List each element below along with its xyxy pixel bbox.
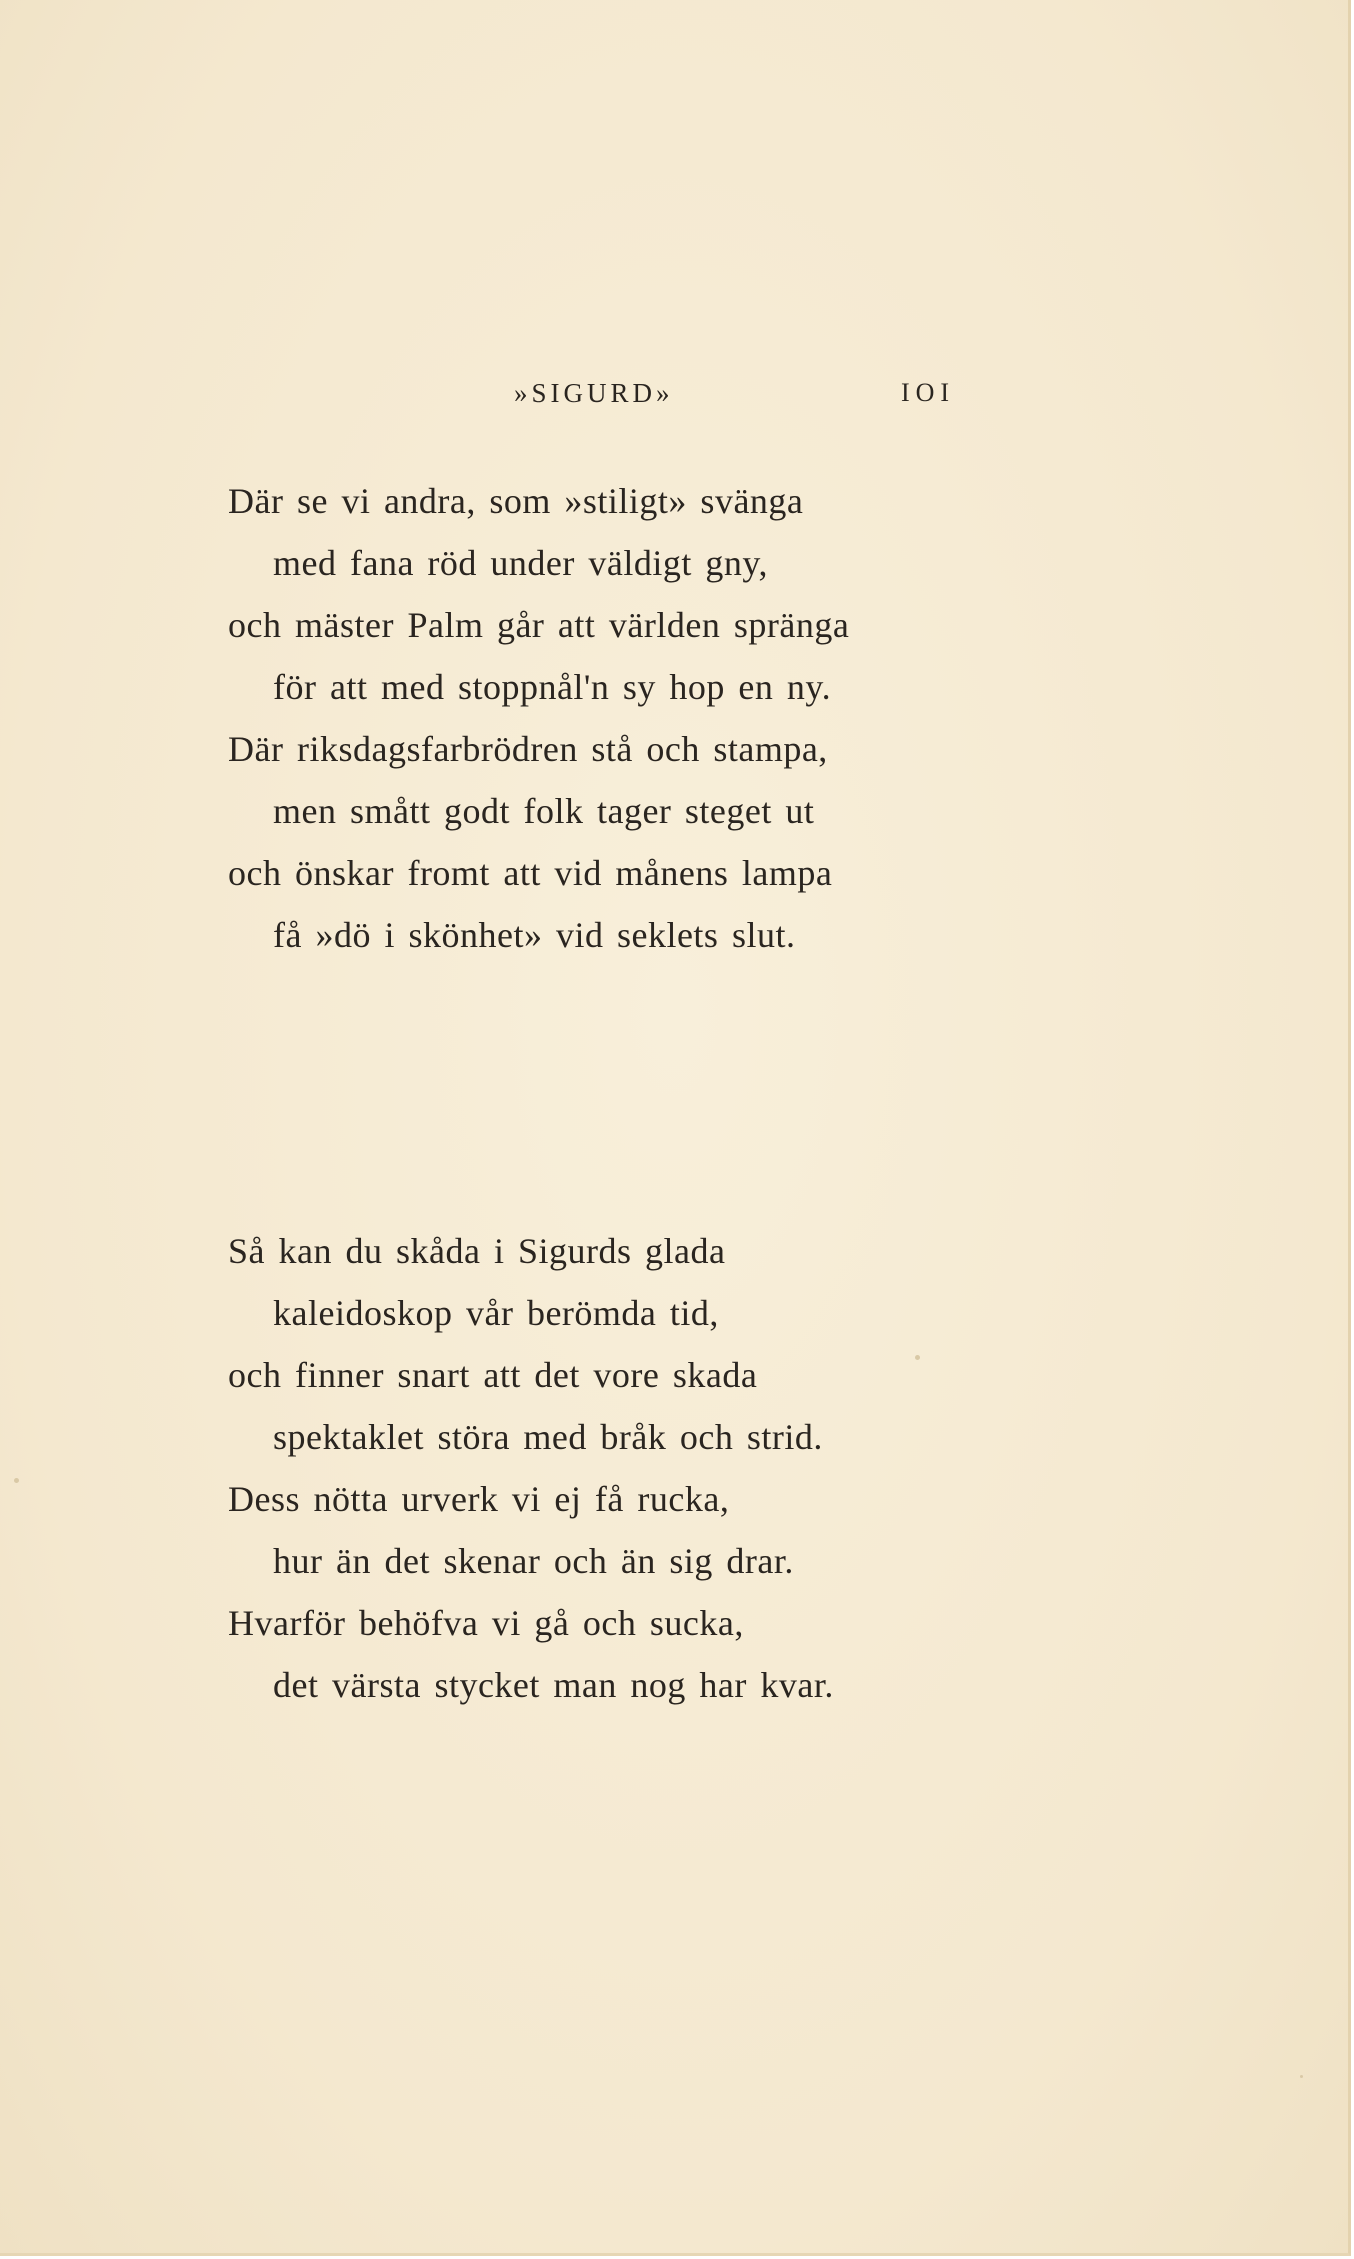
paper-speck (915, 1355, 920, 1360)
verse-line: men smått godt folk tager steget ut (273, 791, 815, 831)
running-title: »SIGURD» (514, 378, 674, 408)
verse-line: få »dö i skönhet» vid seklets slut. (273, 915, 796, 955)
verse-line: spektaklet störa med bråk och strid. (273, 1417, 823, 1457)
verse-line: det värsta stycket man nog har kvar. (273, 1665, 834, 1705)
verse-line: och mäster Palm går att världen spränga (228, 605, 850, 645)
verse-line: Så kan du skåda i Sigurds glada (228, 1231, 726, 1271)
verse-line: Dess nötta urverk vi ej få rucka, (228, 1479, 730, 1519)
verse-line: Där riksdagsfarbrödren stå och stampa, (228, 729, 828, 769)
verse-line: och finner snart att det vore skada (228, 1355, 758, 1395)
page-number: IOI (901, 378, 956, 407)
verse-line: med fana röd under väldigt gny, (273, 543, 769, 583)
page-header (228, 378, 978, 418)
verse-line: för att med stoppnål'n sy hop en ny. (273, 667, 832, 707)
stanza-2 (228, 1220, 988, 1716)
stanza-1 (228, 470, 988, 966)
paper-speck (1300, 2075, 1303, 2078)
verse-line: och önskar fromt att vid månens lampa (228, 853, 833, 893)
paper-speck (14, 1478, 19, 1483)
verse-line: Hvarför behöfva vi gå och sucka, (228, 1603, 744, 1643)
verse-line: hur än det skenar och än sig drar. (273, 1541, 794, 1581)
verse-line: kaleidoskop vår berömda tid, (273, 1293, 719, 1333)
verse-line: Där se vi andra, som »stiligt» svänga (228, 481, 804, 521)
